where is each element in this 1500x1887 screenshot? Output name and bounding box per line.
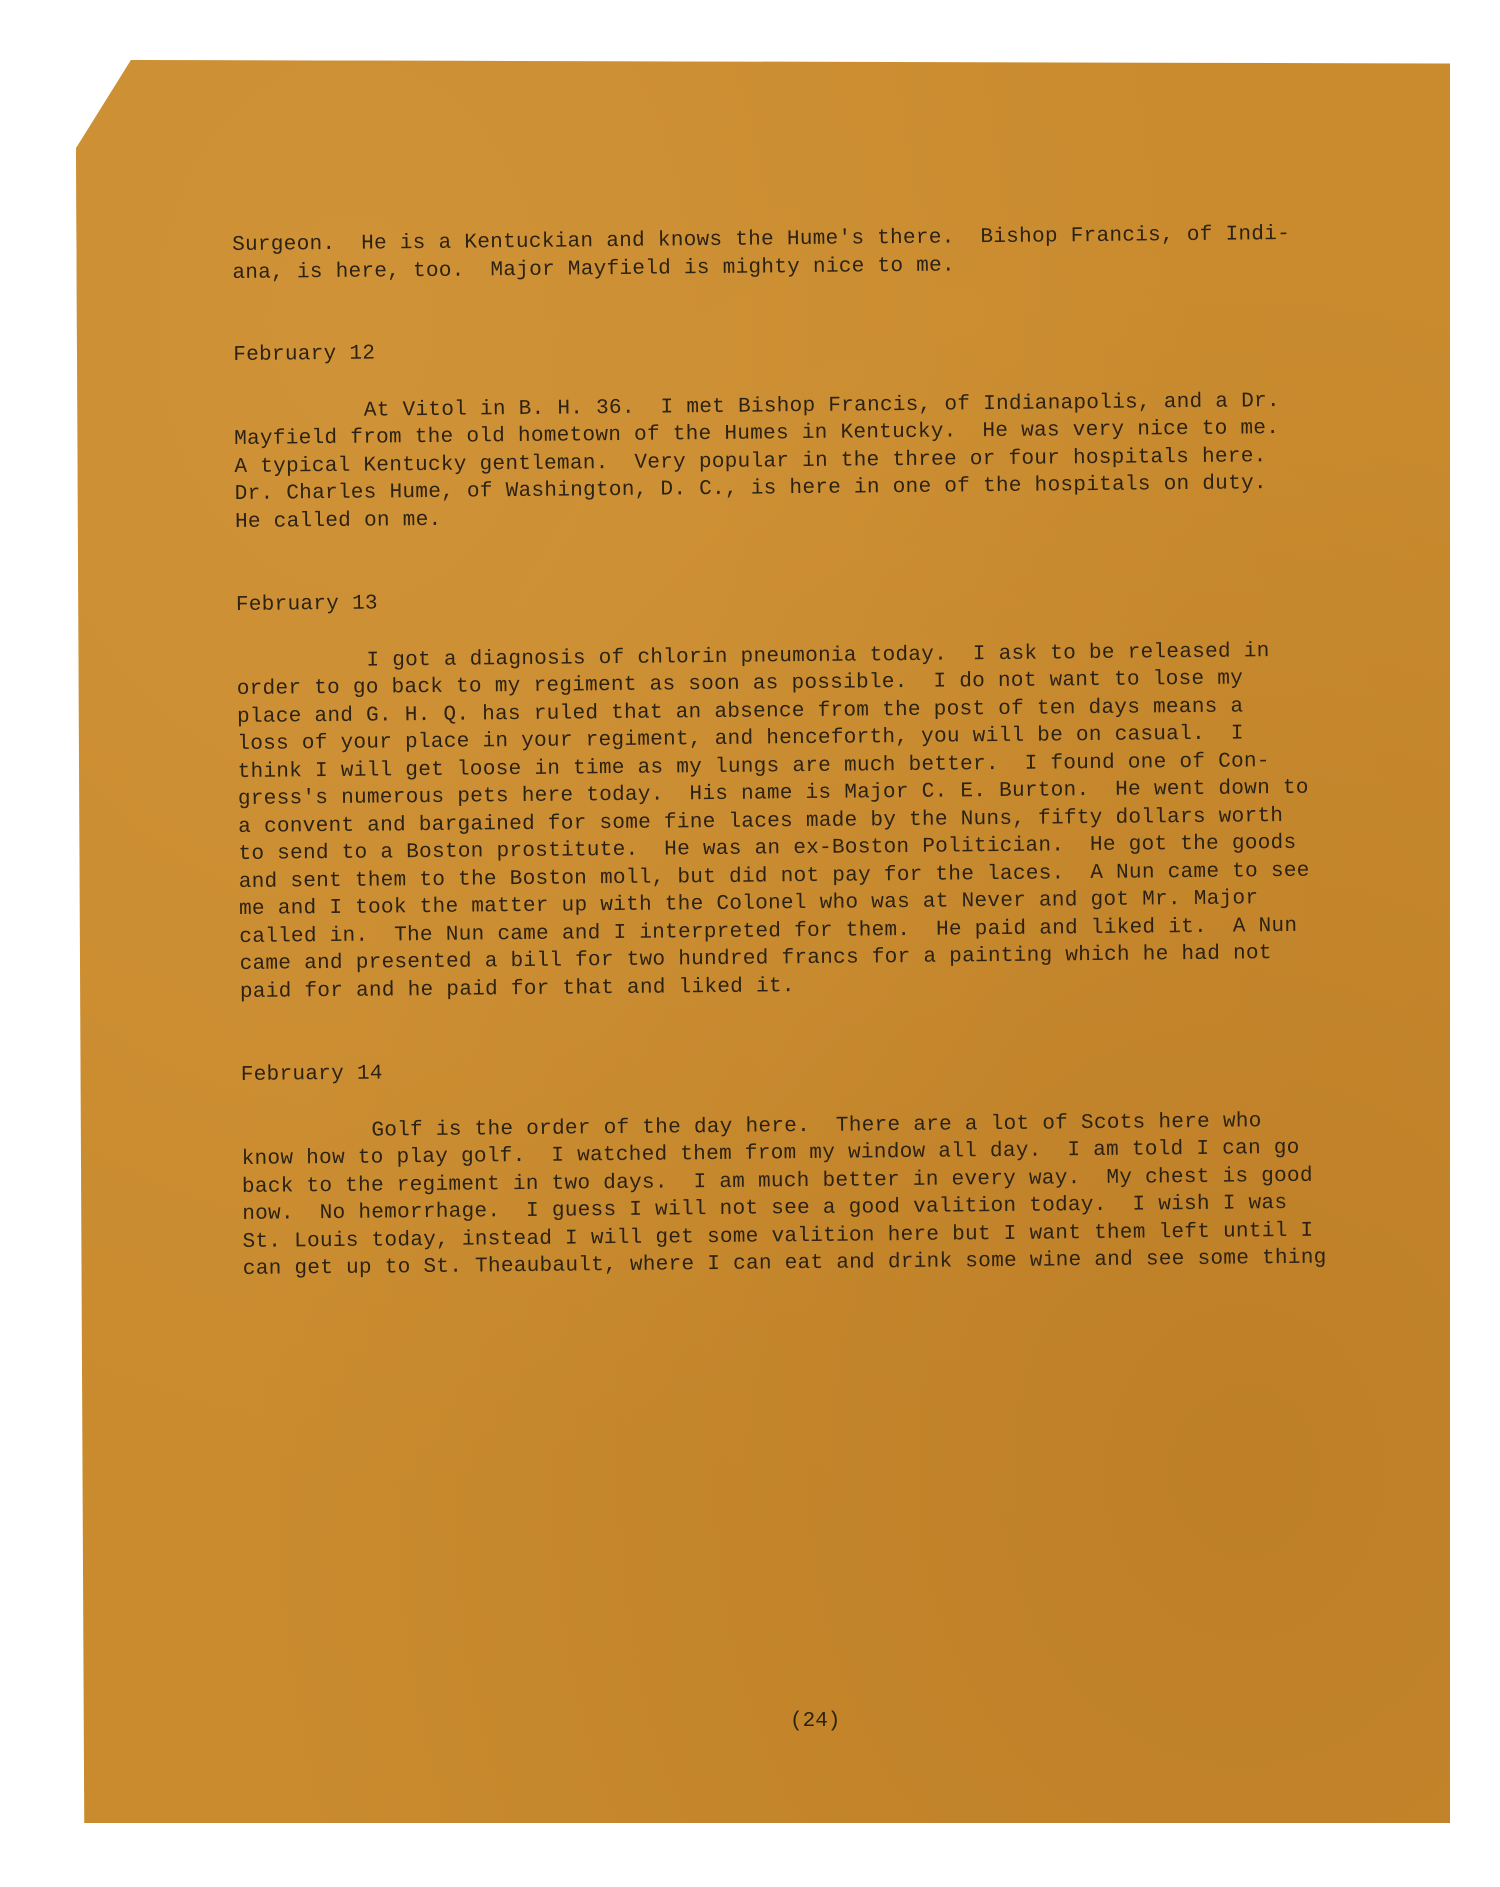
entry-line: A typical Kentucky gentleman. Very popular in the three or four hospitals here. — [234, 444, 1267, 479]
page-number: (24) — [790, 1710, 841, 1733]
entry-line: Mayfield from the old hometown of the Humes in Kentucky. He was very nice to me. — [234, 417, 1280, 451]
entry-line: He called on me. — [234, 508, 442, 534]
entry-line: order to go back to my regiment as soon as possible. I do not want to lose my — [236, 667, 1244, 701]
entry-line: know how to play golf. I watched them from my window all day. I am told I can go — [241, 1136, 1300, 1171]
entry-line: a convent and bargained for some fine laces made by the Nuns, fifty dollars worth — [238, 804, 1284, 839]
entry-line: to send to a Boston prostitute. He was an ex-Boston Politician. He got the goods — [238, 831, 1297, 866]
intro-line: Surgeon. He is a Kentuckian and knows the Hume's there. Bishop Francis, of Indi- — [232, 222, 1291, 257]
entry-line: called in. The Nun came and I interpreted for them. He paid and liked it. A Nun — [239, 914, 1298, 949]
entry-line: At Vitol in B. H. 36. I met Bishop Francis, of Indianapolis, and a Dr. — [363, 389, 1280, 423]
entry-line: I got a diagnosis of chlorin pneumonia today. I ask to be released in — [366, 639, 1270, 673]
entry-line: paid for and he paid for that and liked it. — [239, 974, 795, 1004]
entry-line: came and presented a bill for two hundred francs for a painting which he had not — [239, 942, 1272, 976]
entry-line: can get up to St. Theaubault, where I can eat and drink some wine and see some thing — [242, 1246, 1327, 1281]
entry-line: think I will get loose in time as my lungs are much better. I found one of Con- — [237, 749, 1270, 784]
entry-line: now. No hemorrhage. I guess I will not see a good valition today. I wish I was — [242, 1192, 1288, 1226]
entry-line: St. Louis today, instead I will get some valition here but I want them left until I — [242, 1219, 1314, 1254]
entry-line: gress's numerous pets here today. His name is Major C. E. Burton. He went down to — [237, 776, 1309, 811]
entry-line: Golf is the order of the day here. There are a lot of Scots here who — [371, 1109, 1262, 1143]
entry-date-february-12: February 12 — [233, 342, 376, 367]
page-text — [232, 220, 1393, 1283]
entry-date-february-14: February 14 — [240, 1062, 383, 1087]
entry-date-february-13: February 13 — [235, 592, 378, 617]
entry-line: Dr. Charles Hume, of Washington, D. C., is here in one of the hospitals on duty. — [234, 472, 1267, 506]
intro-line: ana, is here, too. Major Mayfield is mighty nice to me. — [232, 253, 956, 285]
entry-line: place and G. H. Q. has ruled that an absence from the post of ten days means a — [236, 694, 1244, 729]
entry-line: back to the regiment in two days. I am much better in every way. My chest is good — [241, 1164, 1313, 1199]
entry-line: loss of your place in your regiment, and henceforth, you will be on casual. I — [237, 722, 1244, 756]
entry-line: me and I took the matter up with the Colonel who was at Never and got Mr. Major — [238, 887, 1259, 921]
entry-line: and sent them to the Boston moll, but did not pay for the laces. A Nun came to see — [238, 859, 1310, 894]
